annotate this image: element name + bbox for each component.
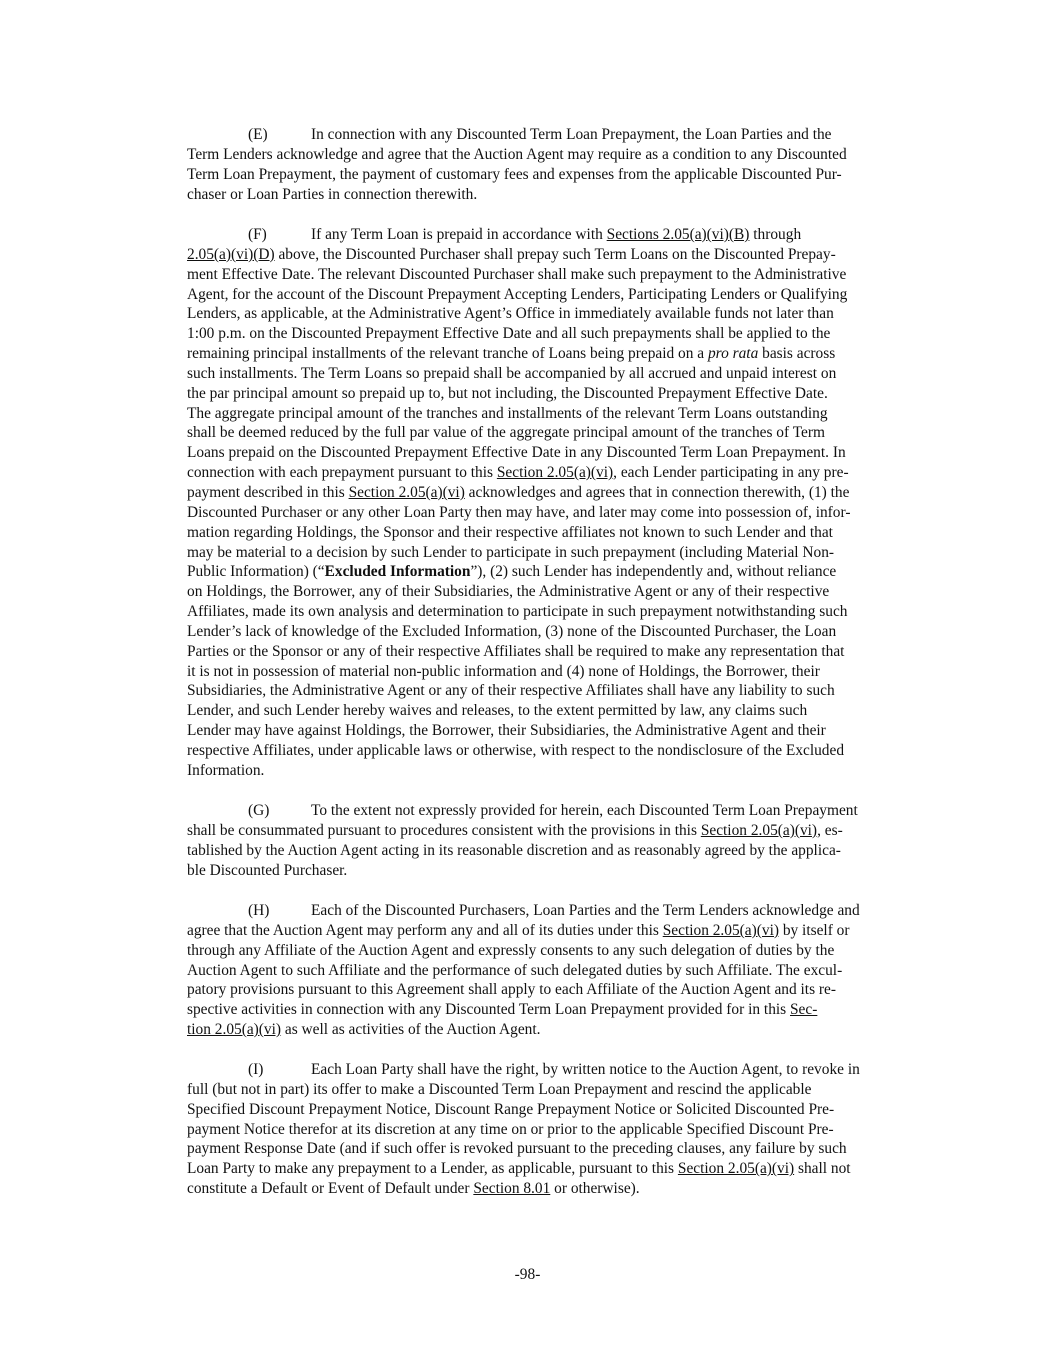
text-run: shall be consummated pursuant to procedures consistent with the provisions in this: [187, 821, 701, 839]
text-line: [187, 901, 932, 921]
text-line: [187, 344, 932, 364]
text-line: [187, 961, 932, 981]
text-line: [187, 582, 932, 602]
section-reference: 2.05(a)(vi)(D): [187, 245, 275, 263]
text-line: [187, 483, 932, 503]
section-reference: Sec-: [790, 1001, 818, 1019]
text-line: [187, 265, 932, 285]
text-run: Subsidiaries, the Administrative Agent or any of their respective Affiliates shall have any liability to such: [187, 682, 835, 700]
section-reference: Section 2.05(a)(vi): [700, 821, 818, 839]
paragraph-h: [187, 901, 932, 1040]
text-run: acknowledges and agrees that in connection therewith, (1) the: [464, 483, 850, 501]
text-run: ”), (2) such Lender has independently and, without reliance: [470, 563, 837, 581]
text-run: agree that the Auction Agent may perform any and all of its duties under this: [187, 921, 663, 939]
section-reference: Section 8.01: [473, 1180, 551, 1198]
text-line: [187, 1060, 932, 1080]
text-run: patory provisions pursuant to this Agreement shall apply to each Affiliate of the Auction Agent and its re-: [187, 981, 836, 999]
text-run: Lender’s lack of knowledge of the Excluded Information, (3) none of the Discounted Purchaser, the Loan: [187, 622, 837, 640]
text-run: the par principal amount so prepaid up to, but not including, the Discounted Prepayment Effective Date.: [187, 384, 828, 402]
text-line: [187, 543, 932, 563]
text-run: Discounted Purchaser or any other Loan Party then may have, and later may come into possession of, infor-: [187, 503, 851, 521]
text-run: Auction Agent to such Affiliate and the performance of such delegated duties by such Affiliate. The excul-: [187, 961, 843, 979]
text-run: Specified Discount Prepayment Notice, Discount Range Prepayment Notice or Solicited Discounted Pre-: [187, 1100, 835, 1118]
text-run: Term Loan Prepayment, the payment of customary fees and expenses from the applicable Discounted Pur-: [187, 165, 842, 183]
text-run: Each Loan Party shall have the right, by written notice to the Auction Agent, to revoke in: [311, 1061, 860, 1078]
text-line: [187, 1179, 932, 1199]
text-run: shall be deemed reduced by the full par value of the aggregate principal amount of the tranches of Term: [187, 424, 825, 442]
text-run: Lender may have against Holdings, the Borrower, their Subsidiaries, the Administrative Agent and their: [187, 722, 826, 740]
text-line: [187, 285, 932, 305]
text-line: [187, 1000, 932, 1020]
text-line: [187, 1100, 932, 1120]
text-run: full (but not in part) its offer to make a Discounted Term Loan Prepayment and rescind the applicable: [187, 1080, 812, 1098]
paragraph-e: [187, 125, 932, 204]
text-run: In connection with any Discounted Term Loan Prepayment, the Loan Parties and the: [311, 126, 832, 143]
text-run: payment described in this: [187, 483, 349, 501]
text-run: Loans prepaid on the Discounted Prepayment Effective Date in any Discounted Term Loan Prepayment. In: [187, 444, 846, 462]
italic-term: pro rata: [707, 345, 759, 363]
text-run: mation regarding Holdings, the Sponsor and their respective affiliates not known to such Lender and that: [187, 523, 833, 541]
text-run: constitute a Default or Event of Default under: [187, 1180, 474, 1198]
text-line: [187, 125, 932, 145]
text-run: ble Discounted Purchaser.: [187, 861, 348, 879]
text-line: [187, 304, 932, 324]
section-reference: Section 2.05(a)(vi): [496, 464, 614, 482]
text-line: [187, 761, 932, 781]
text-line: [187, 1020, 932, 1040]
text-run: tablished by the Auction Agent acting in its reasonable discretion and as reasonably agreed by the applica-: [187, 841, 841, 859]
text-line: [187, 245, 932, 265]
text-run: payment Response Date (and if such offer is revoked pursuant to the preceding clauses, any failure by such: [187, 1140, 847, 1158]
text-run: , each Lender participating in any pre-: [613, 464, 849, 482]
section-reference: Section 2.05(a)(vi): [662, 921, 779, 939]
paragraph-label: (E): [248, 126, 268, 143]
text-run: payment Notice therefor at its discretion at any time on or prior to the applicable Specified Discount Pre-: [187, 1120, 834, 1138]
text-run: spective activities in connection with any Discounted Term Loan Prepayment provided for in this: [187, 1001, 790, 1019]
text-line: [187, 145, 932, 165]
text-run: Information.: [187, 761, 265, 779]
text-line: [187, 1139, 932, 1159]
paragraph-label: (F): [248, 226, 267, 243]
text-run: Term Lenders acknowledge and agree that the Auction Agent may require as a condition to any Discounted: [187, 145, 847, 163]
text-line: [187, 841, 932, 861]
text-run: To the extent not expressly provided for herein, each Discounted Term Loan Prepayment: [311, 802, 858, 819]
text-line: [187, 423, 932, 443]
text-line: [187, 941, 932, 961]
text-run: by itself or: [778, 921, 850, 939]
text-line: [187, 861, 932, 881]
text-run: Lender, and such Lender hereby waives and releases, to the extent permitted by law, any claims such: [187, 702, 808, 720]
text-run: above, the Discounted Purchaser shall prepay such Term Loans on the Discounted Prepay-: [274, 245, 836, 263]
text-run: If any Term Loan is prepaid in accordance with: [311, 226, 607, 243]
text-line: [187, 921, 932, 941]
text-line: [187, 463, 932, 483]
text-line: [187, 701, 932, 721]
text-run: Parties or the Sponsor or any of their respective Affiliates shall be required to make any representation that: [187, 642, 845, 660]
text-line: [187, 662, 932, 682]
text-line: [187, 642, 932, 662]
text-run: Affiliates, made its own analysis and determination to participate in such prepayment notwithstanding such: [187, 603, 848, 621]
paragraph-i: [187, 1060, 932, 1199]
text-run: Agent, for the account of the Discount Prepayment Accepting Lenders, Participating Lenders or Qualifying: [187, 285, 848, 303]
text-run: Public Information) (“: [187, 563, 325, 581]
text-run: on Holdings, the Borrower, any of their Subsidiaries, the Administrative Agent or any of their respective: [187, 583, 830, 601]
text-run: connection with each prepayment pursuant to this: [187, 464, 497, 482]
text-line: [187, 801, 932, 821]
text-run: such installments. The Term Loans so prepaid shall be accompanied by all accrued and unpaid interest on: [187, 364, 837, 382]
section-reference: Sections 2.05(a)(vi)(B): [606, 226, 750, 243]
text-run: remaining principal installments of the relevant tranche of Loans being prepaid on a: [187, 345, 708, 363]
text-line: [187, 980, 932, 1000]
paragraph-g: [187, 801, 932, 880]
text-line: [187, 185, 932, 205]
text-run: chaser or Loan Parties in connection therewith.: [187, 185, 478, 203]
text-run: , es-: [817, 821, 843, 839]
text-run: ment Effective Date. The relevant Discounted Purchaser shall make such prepayment to the Administrative: [187, 265, 847, 283]
paragraph-label: (H): [248, 902, 270, 919]
text-run: or otherwise).: [550, 1180, 640, 1198]
text-run: respective Affiliates, under applicable laws or otherwise, with respect to the nondisclosure of the Excluded: [187, 741, 845, 759]
text-run: 1:00 p.m. on the Discounted Prepayment Effective Date and all such prepayments shall be applied to the: [187, 325, 831, 343]
text-line: [187, 1080, 932, 1100]
text-line: [187, 503, 932, 523]
text-run: through any Affiliate of the Auction Agent and expressly consents to any such delegation of duties by the: [187, 941, 835, 959]
page-number: -98-: [514, 1266, 541, 1283]
text-line: [187, 523, 932, 543]
text-run: Loan Party to make any prepayment to a Lender, as applicable, pursuant to this: [187, 1160, 678, 1178]
text-run: may be material to a decision by such Lender to participate in such prepayment (including Material Non-: [187, 543, 835, 561]
text-line: [187, 1159, 932, 1179]
section-reference: tion 2.05(a)(vi): [187, 1021, 282, 1039]
text-line: [187, 324, 932, 344]
text-line: [187, 821, 932, 841]
text-line: [187, 622, 932, 642]
text-run: Lenders, as applicable, at the Administrative Agent’s Office in immediately available funds not later than: [187, 305, 834, 323]
text-line: [187, 721, 932, 741]
text-run: it is not in possession of material non-public information and (4) none of Holdings, the Borrower, their: [187, 662, 820, 680]
text-line: [187, 1120, 932, 1140]
text-line: [187, 562, 932, 582]
text-line: [187, 681, 932, 701]
text-run: as well as activities of the Auction Agent.: [281, 1021, 541, 1039]
text-line: [187, 225, 932, 245]
text-line: [187, 741, 932, 761]
text-run: The aggregate principal amount of the tranches and installments of the relevant Term Loans outstanding: [187, 404, 828, 422]
section-reference: Section 2.05(a)(vi): [348, 483, 465, 501]
text-line: [187, 384, 932, 404]
text-line: [187, 443, 932, 463]
text-run: shall not: [794, 1160, 851, 1178]
paragraph-label: (G): [248, 802, 270, 819]
text-run: through: [749, 226, 802, 243]
section-reference: Section 2.05(a)(vi): [677, 1160, 795, 1178]
text-run: Each of the Discounted Purchasers, Loan Parties and the Term Lenders acknowledge and: [311, 902, 860, 919]
paragraph-f: [187, 225, 932, 781]
defined-term: Excluded Information: [324, 563, 471, 581]
text-line: [187, 165, 932, 185]
text-line: [187, 364, 932, 384]
text-line: [187, 404, 932, 424]
text-line: [187, 602, 932, 622]
paragraph-label: (I): [248, 1061, 264, 1078]
text-run: basis across: [758, 345, 836, 363]
